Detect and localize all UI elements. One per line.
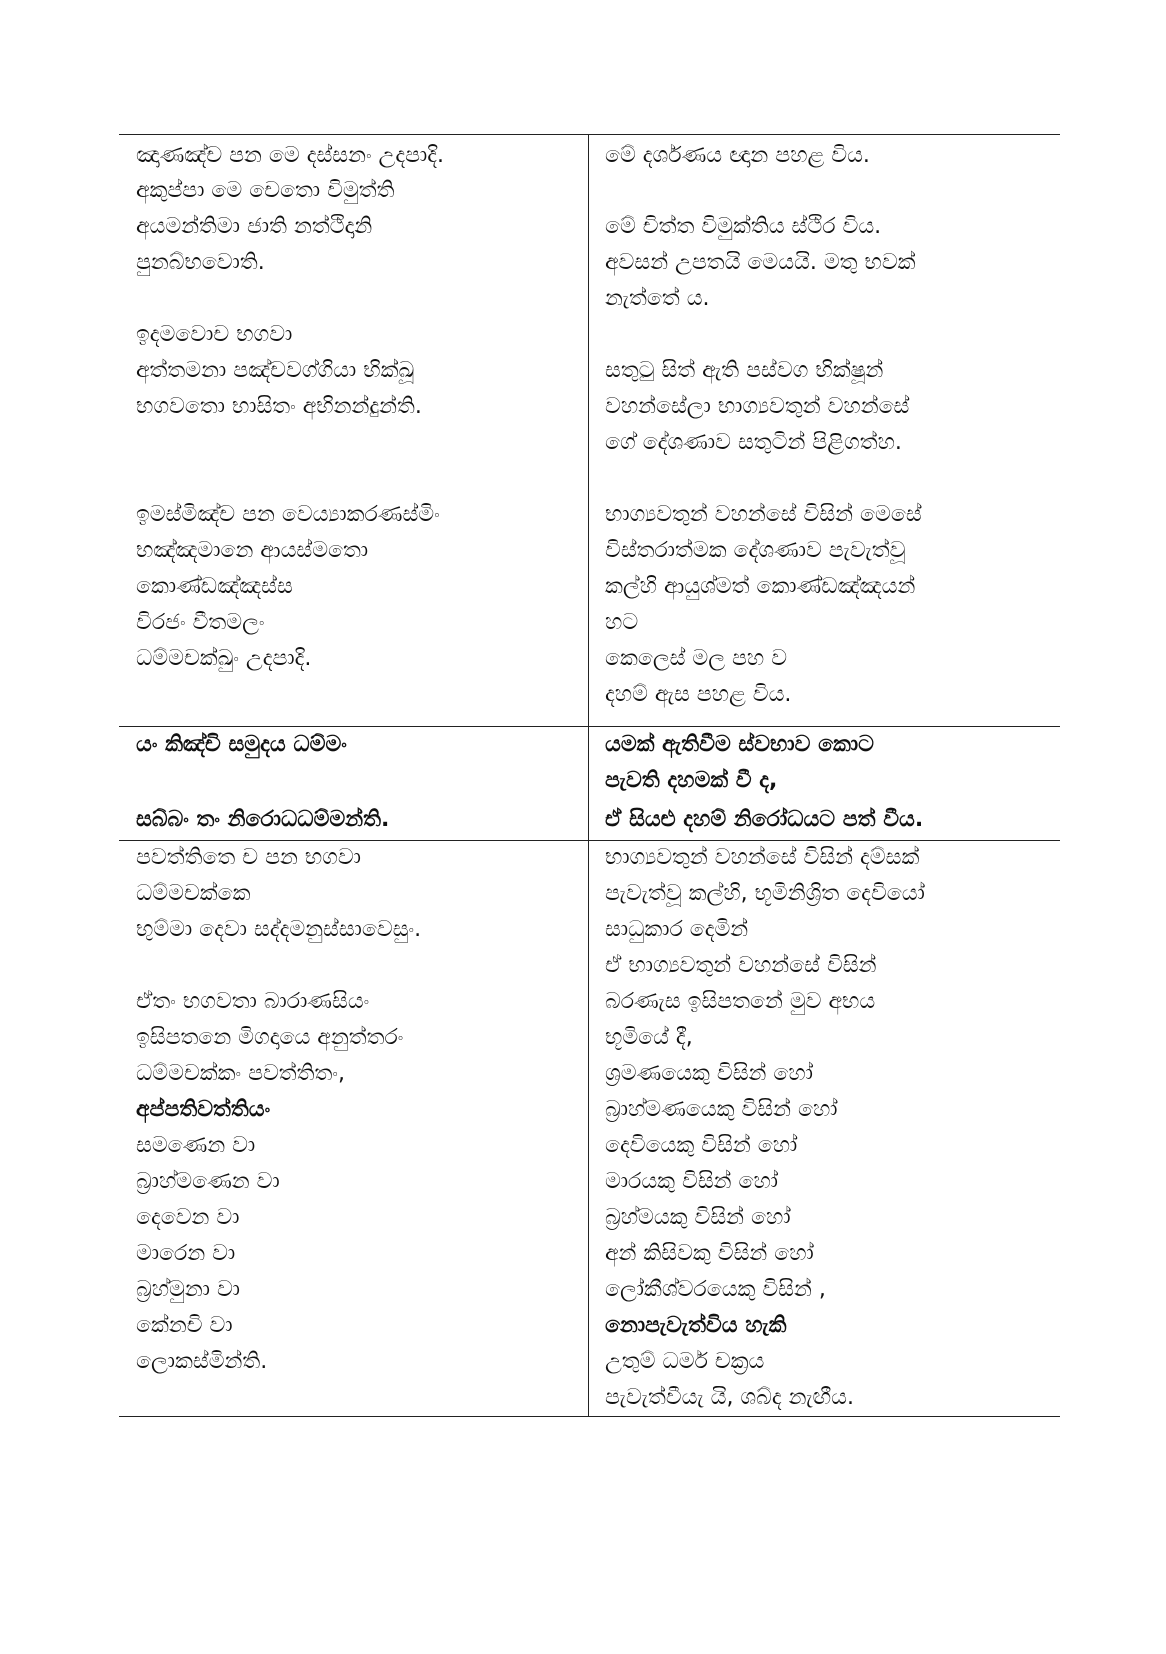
pali-line: ඉමස්මිඤ්ච පන වෙය්‍යාකරණස්මිං [136,502,440,527]
sinhala-line: ඒ සියළු දහම් නිරෝධයට පත් වීය. [605,807,924,832]
sinhala-line: නැත්තේ ය. [605,286,710,311]
pali-line: පවත්තිතෙ ච පන භගවා [136,845,361,870]
sinhala-line: භාග්‍යවතුන් වහන්සේ විසින් දම්සක් [605,845,920,870]
pali-line: සබ්බං තං නිරොධධම්මන්ති. [136,807,390,832]
pali-line: කොණ්ඩඤ්ඤස්ස [136,574,293,599]
pali-line: අයමන්තිමා ජාති නත්ථිදානි [136,214,373,239]
sinhala-line: භාග්‍යවතුන් වහන්සේ විසින් මෙසේ [605,502,922,527]
pali-line: ධම්මචක්කං පවත්තිතං, [136,1061,345,1086]
sinhala-line: කල්හි ආයුශ්මත් කොණ්ඩඤ්ඤයන් [605,574,916,599]
sinhala-line: අන් කිසිවකු විසින් හෝ [605,1241,814,1266]
sinhala-line: බ්‍රහ්මයකු විසින් හෝ [605,1205,791,1230]
sinhala-line: මාරයකු විසින් හෝ [605,1169,779,1194]
pali-line: බ්‍රහ්මුනා වා [136,1277,241,1302]
sinhala-line: පැවැත්වීයැ යි, ශබ්ද නැඟීය. [605,1385,854,1410]
pali-line: පුනබ්භවොති. [136,250,265,275]
pali-line: අප්පතිවත්තියං [136,1097,271,1122]
sinhala-line: ලෝකීශ්වරයෙකු විසින් , [605,1277,826,1302]
sinhala-line: වහන්සේලා භාග්‍යවතුන් වහන්සේ [605,394,910,419]
sinhala-line: ශ්‍රමණයෙකු විසින් හෝ [605,1061,813,1086]
pali-line: ඤාණඤ්ච පන මෙ දස්සනං උදපාදි. [136,143,444,168]
sinhala-line: භූමියේ දී, [605,1025,693,1050]
sinhala-line: මේ දර්ශණය ඥාන පහළ විය. [605,143,870,168]
pali-line: අකුප්පා මෙ චෙතො විමුත්ති [136,178,395,203]
pali-line: මාරෙන වා [136,1241,236,1266]
table-top-rule [119,134,1060,135]
pali-line: විරජං වීතමලං [136,610,265,635]
sinhala-line: බ්‍රාහ්මණයෙකු විසින් හෝ [605,1097,838,1122]
pali-line: ඉදමවොච භගවා [136,322,293,347]
pali-line: ධම්මචක්ඛුං උදපාදි. [136,646,312,671]
pali-line: ඉසිපතනෙ මිගදායෙ අනුත්තරං [136,1025,404,1050]
sinhala-line: ගේ දේශණාව සතුටින් පිළිගත්හ. [605,430,902,455]
pali-line: අත්තමනා පඤ්චවග්ගියා භික්ඛූ [136,358,415,383]
sinhala-line: මේ චිත්ත විමුක්තිය ස්ථිර විය. [605,214,882,239]
sinhala-line: සතුටු සිත් ඇති පස්වග භික්ෂූන් [605,358,884,383]
pali-line: ලොකස්මින්ති. [136,1349,268,1374]
sinhala-line: බරණැස ඉසිපතනේ මුව අභය [605,989,876,1014]
pali-line: දෙවෙන වා [136,1205,240,1230]
sinhala-line: පැවති දහමක් වී ද, [605,768,778,793]
sinhala-line: දහම් ඇස පහළ විය. [605,682,792,707]
table-bottom-rule [119,1416,1060,1417]
pali-line: භුම්මා දෙවා සද්දමනුස්සාවෙසුං. [136,917,422,942]
table-column-divider [588,134,589,1416]
sinhala-line: දෙවියෙකු විසින් හෝ [605,1133,798,1158]
pali-line: කේනචි වා [136,1313,233,1338]
sinhala-line: යමක් ඇතිවීම ස්වභාව කොට [605,732,874,757]
sinhala-line: සාධුකාර දෙමින් [605,917,749,942]
sinhala-line: විස්තරාත්මක දේශණාව පැවැත්වූ [605,538,906,563]
pali-line: යං කිඤ්චි සමුදය ධම්මං [136,732,347,757]
pali-line: ඒතං භගවතා බාරාණසියං [136,989,370,1014]
sinhala-line: හට [605,610,639,635]
pali-line: බ්‍රාහ්මණෙන වා [136,1169,280,1194]
sinhala-line: අවසන් උපතයි මෙයයි. මතු භවක් [605,250,916,275]
sinhala-line: ඒ භාග්‍යවතුන් වහන්සේ විසින් [605,953,877,978]
sinhala-line: උතුම් ධර්ම චක්‍රය [605,1349,765,1374]
pali-line: ධම්මචක්කෙ [136,881,251,906]
sinhala-line: නොපැවැත්විය හැකි [605,1313,787,1338]
sinhala-line: පැවැත්වූ කල්හි, භූමිනිශ්‍රිත දෙවියෝ [605,881,925,906]
pali-line: භඤ්ඤමානෙ ආයස්මතො [136,538,369,563]
pali-line: භගවතො භාසිතං අභිනන්දුන්ති. [136,394,422,419]
pali-line: සමණෙන වා [136,1133,256,1158]
sinhala-line: කෙලෙස් මල පහ ව [605,646,788,671]
